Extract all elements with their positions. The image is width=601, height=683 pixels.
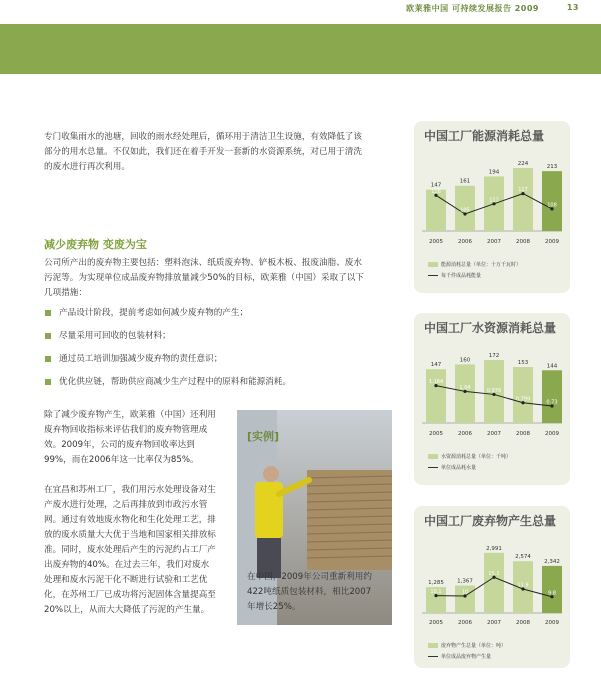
chart-bar — [426, 369, 446, 423]
section-heading: 减少废弃物 变废为宝 — [44, 238, 147, 251]
page-number: 13 — [566, 3, 579, 12]
bar-value-label: 172 — [488, 353, 500, 360]
x-tick-label: 2006 — [458, 620, 472, 626]
line-value-label: 116 — [431, 188, 441, 195]
legend-line: 每千件成品耗能量 — [428, 272, 481, 279]
legend-line-icon — [428, 275, 438, 277]
x-tick-label: 2005 — [429, 239, 443, 245]
legend-line-icon — [428, 467, 438, 469]
legend-line-icon — [428, 656, 438, 658]
bar-value-label: 144 — [546, 363, 558, 370]
section-intro: 公司所产出的废弃物主要包括：塑料泡沫、纸质废弃物、铲板木板、报废油脂、废水污泥等。为实现单位成品废弃物排放量减少50%的目标，欧莱雅（中国）采取了以下几项措施： — [44, 258, 364, 298]
legend-swatch-icon — [428, 262, 438, 267]
wastewater-paragraph: 在宜昌和苏州工厂，我们用污水处理设备对生产废水进行处理，之后再排放到市政污水管网。通过有效地废水物化和生化处理工艺，排放的废水质量大大优于当地和国家相关排放标准。同时，废水处理后产生的污泥约占工厂产出废弃物的40%。在过去三年，我们对废水处理和废水污泥干化不断进行试验和工艺优化，在苏州工厂已成功将污泥固体含量提高至20%以上，从而大大降低了污泥的产生量。 — [44, 485, 216, 615]
bar-value-label: 213 — [546, 164, 558, 171]
line-value-label: 9.8 — [548, 590, 556, 597]
x-tick-label: 2009 — [545, 620, 559, 626]
bullet-square-icon — [45, 310, 51, 316]
bar-value-label: 161 — [459, 178, 471, 185]
legend-line: 单位成品废弃物产生量 — [428, 653, 491, 660]
bar-value-label: 1,367 — [457, 578, 473, 585]
bar-value-label: 147 — [430, 362, 442, 369]
chart-bar — [455, 364, 475, 423]
line-value-label: 117 — [518, 187, 528, 194]
legend-bars: 能源消耗总量（单位：十万千瓦时） — [428, 261, 521, 268]
bar-value-label: 194 — [488, 169, 500, 176]
line-value-label: 11.9 — [517, 582, 529, 589]
bar-value-label: 2,991 — [486, 545, 502, 552]
line-value-label: 1.164 — [428, 379, 444, 386]
x-tick-label: 2009 — [545, 239, 559, 245]
list-item: 尽量采用可回收的包装材料； — [45, 329, 171, 341]
top-bar — [0, 0, 601, 18]
line-value-label: 15.1 — [488, 570, 500, 577]
chart-bar — [513, 168, 533, 231]
bullet-square-icon — [45, 379, 51, 385]
x-tick-label: 2007 — [487, 620, 501, 626]
bar-value-label: 1,285 — [428, 580, 444, 587]
report-header — [406, 3, 579, 14]
list-item: 产品设计阶段，提前考虑如何减少废弃物的产生； — [45, 306, 248, 318]
bar-value-label: 153 — [517, 359, 529, 366]
x-tick-label: 2005 — [429, 431, 443, 437]
line-value-label: 0.73 — [546, 399, 558, 406]
line-value-label: 108 — [547, 202, 557, 209]
line-value-label: 0.976 — [486, 387, 502, 394]
line-value-label: 1.04 — [459, 384, 471, 391]
x-tick-label: 2006 — [458, 239, 472, 245]
line-value-label: 10.1 — [430, 589, 442, 596]
chart-bar — [542, 171, 562, 231]
bar-value-label: 147 — [430, 182, 442, 189]
bullet-square-icon — [45, 356, 51, 362]
bar-value-label: 224 — [517, 161, 529, 168]
x-tick-label: 2008 — [516, 431, 530, 437]
x-tick-label: 2007 — [487, 239, 501, 245]
list-item: 优化供应链，帮助供应商减少生产过程中的原料和能源消耗。 — [45, 375, 291, 387]
line-value-label: 10 — [461, 589, 469, 596]
legend-bars: 废弃物产生总量（单位：吨） — [428, 642, 506, 649]
bar-value-label: 160 — [459, 357, 471, 364]
chart-title: 中国工厂能源消耗总量 — [424, 129, 545, 143]
legend-bars: 水资源消耗总量（单位：千吨） — [428, 453, 511, 460]
energy-chart — [414, 121, 570, 293]
legend-line: 单位成品耗水量 — [428, 464, 476, 471]
chart-title: 中国工厂废弃物产生总量 — [424, 514, 557, 528]
bar-value-label: 2,342 — [544, 558, 560, 565]
bar-value-label: 2,574 — [515, 554, 531, 561]
chart-bar — [513, 367, 533, 423]
x-tick-label: 2008 — [516, 620, 530, 626]
case-study-label: [实例] — [247, 430, 280, 443]
waste-chart — [414, 506, 570, 668]
line-value-label: 111 — [489, 197, 499, 204]
x-tick-label: 2008 — [516, 239, 530, 245]
recycling-paragraph: 除了减少废弃物产生，欧莱雅（中国）还利用废弃物回收指标来评估我们的废弃物管理成效。2009年，公司的废弃物回收率达到99%，而在2006年这一比率仅为85%。 — [44, 410, 216, 465]
line-value-label: 105 — [460, 207, 470, 214]
x-tick-label: 2005 — [429, 620, 443, 626]
legend-swatch-icon — [428, 643, 438, 648]
case-study-caption: 在中国，2009年公司重新利用约422吨纸质包装材料，相比2007年增长25%。 — [247, 572, 372, 612]
header-band — [0, 24, 601, 74]
report-title: 欧莱雅中国 可持续发展报告 2009 — [406, 4, 539, 13]
chart-bar — [542, 370, 562, 423]
list-item: 通过员工培训加强减少废弃物的责任意识； — [45, 352, 222, 364]
x-tick-label: 2006 — [458, 431, 472, 437]
water-chart — [414, 313, 570, 485]
x-tick-label: 2009 — [545, 431, 559, 437]
legend-swatch-icon — [428, 454, 438, 459]
chart-title: 中国工厂水资源消耗总量 — [424, 321, 557, 335]
x-tick-label: 2007 — [487, 431, 501, 437]
chart-bar — [484, 553, 504, 613]
line-value-label: 0.799 — [515, 396, 531, 403]
bullet-square-icon — [45, 333, 51, 339]
intro-paragraph: 专门收集雨水的池塘，回收的雨水经处理后，循环用于清洁卫生设施，有效降低了该部分的用水总量。不仅如此，我们还在着手开发一套新的水资源系统，对已用于清洗的废水进行再次利用。 — [44, 132, 362, 172]
